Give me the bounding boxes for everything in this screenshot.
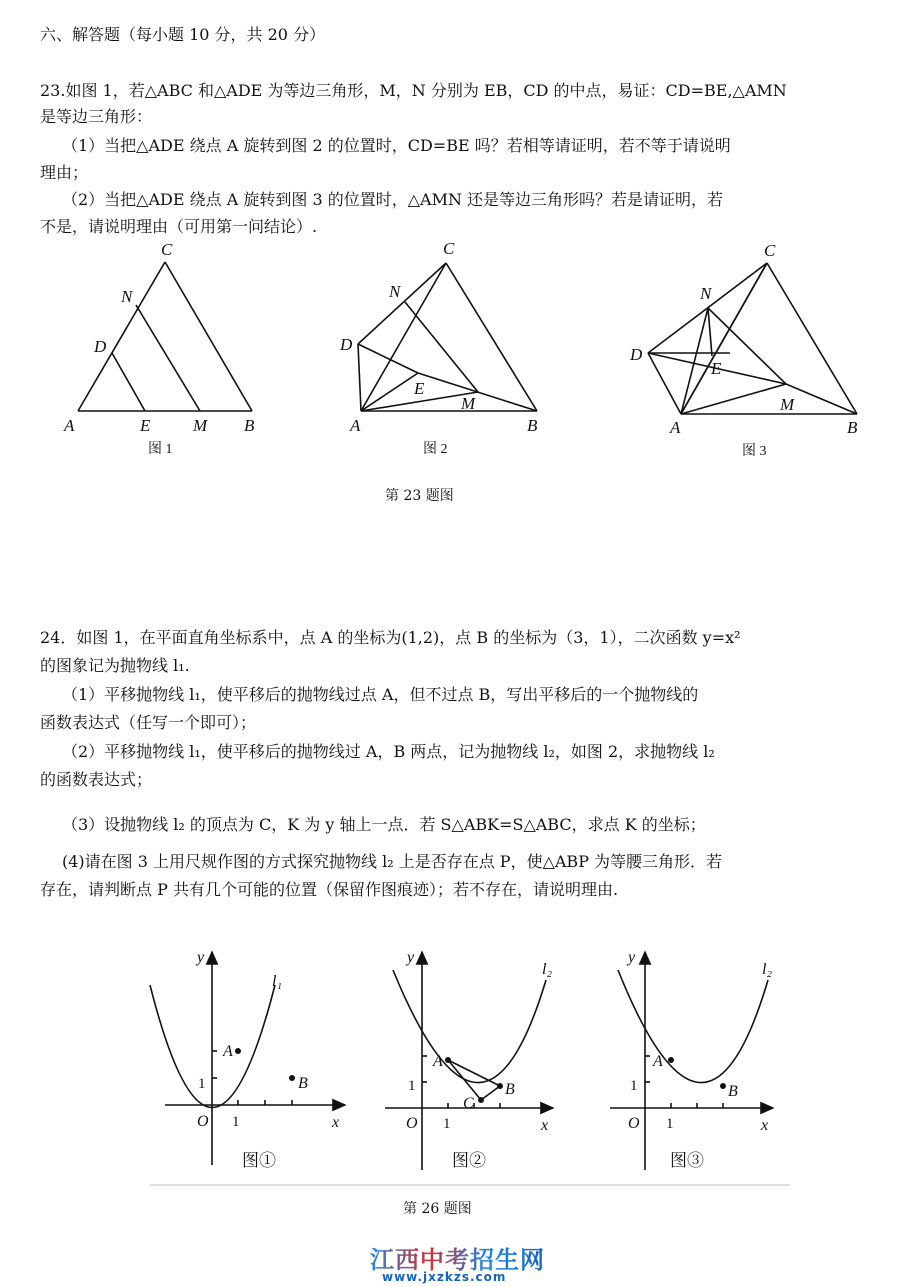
fig2-label-e: E xyxy=(414,379,425,398)
fig3-label-m: M xyxy=(780,395,795,414)
graph3-point-b xyxy=(720,1083,726,1089)
fig3-label-a: A xyxy=(670,418,681,437)
fig3-label-d: D xyxy=(630,345,643,364)
fig2-label-c: C xyxy=(443,239,455,258)
site-logo-url: www.jxzkzs.com xyxy=(382,1270,507,1284)
graph2-label-c: C xyxy=(463,1095,474,1112)
graph2-caption: 图② xyxy=(452,1151,486,1170)
q24-part2-line2: 的函数表达式； xyxy=(40,770,153,789)
graph3-point-a xyxy=(668,1057,674,1063)
fig3-caption: 图 3 xyxy=(742,444,767,459)
graph2-point-a xyxy=(445,1057,451,1063)
graph1-label-a: A xyxy=(223,1043,233,1060)
fig1-label-m: M xyxy=(193,416,208,435)
graph-1 xyxy=(150,952,345,1165)
q24-line1: 24．如图 1，在平面直角坐标系中，点 A 的坐标为(1,2)，点 B 的坐标为（3，1），二次函数 y=x² xyxy=(40,628,741,647)
q23-figure-2 xyxy=(358,263,537,411)
graph2-label-b: B xyxy=(505,1081,515,1098)
q23-caption: 第 23 题图 xyxy=(385,488,454,504)
graph2-y-label: y xyxy=(407,949,415,966)
q24-graphs xyxy=(0,930,900,1190)
q24-part1-line2: 函数表达式（任写一个即可）； xyxy=(40,713,257,732)
q24-part2-line1: （2）平移抛物线 l₁，使平移后的抛物线过 A，B 两点，记为抛物线 l₂，如图 2，求抛物线 l₂ xyxy=(62,742,715,761)
q23-stem-line1: 23.如图 1，若△ABC 和△ADE 为等边三角形，M，N 分别为 EB，CD 的中点，易证：CD=BE,△AMN xyxy=(40,81,787,100)
fig3-label-n: N xyxy=(700,284,712,303)
q23-figures xyxy=(0,0,900,470)
q24-part4-line1: (4)请在图 3 上用尺规作图的方式探究抛物线 l₂ 上是否存在点 P，使△ABP 为等腰三角形．若 xyxy=(62,852,723,871)
graph2-point-c xyxy=(478,1097,484,1103)
graph3-label-a: A xyxy=(653,1053,663,1070)
q23-part1-line1: （1）当把△ADE 绕点 A 旋转到图 2 的位置时，CD=BE 吗？若相等请证明，若不等于请说明 xyxy=(62,136,731,155)
fig2-label-d: D xyxy=(340,335,353,354)
graph1-tick-y1: 1 xyxy=(198,1076,206,1092)
fig1-label-d: D xyxy=(94,337,107,356)
fig2-label-a: A xyxy=(350,416,361,435)
graph-2 xyxy=(385,952,553,1170)
graph1-y-label: y xyxy=(197,949,205,966)
graph3-origin: O xyxy=(628,1115,640,1132)
fig2-caption: 图 2 xyxy=(423,442,448,457)
graph2-label-l2: l₂ xyxy=(542,961,553,978)
fig1-label-n: N xyxy=(121,287,133,306)
graph2-tick-x1: 1 xyxy=(443,1116,451,1132)
graph3-tick-y1: 1 xyxy=(630,1078,638,1094)
graph2-label-a: A xyxy=(433,1053,443,1070)
q23-part2-line1: （2）当把△ADE 绕点 A 旋转到图 3 的位置时，△AMN 还是等边三角形吗？若是请证明，若 xyxy=(62,190,724,209)
graph1-point-b xyxy=(289,1075,295,1081)
graph1-point-a xyxy=(235,1048,241,1054)
graph2-point-b xyxy=(497,1083,503,1089)
fig3-label-c: C xyxy=(764,241,776,260)
graph1-label-l1: l₁ xyxy=(272,973,283,990)
site-logo xyxy=(370,1240,545,1284)
q24-part3-line1: （3）设抛物线 l₂ 的顶点为 C，K 为 y 轴上一点．若 S△ABK=S△ABC，求点 K 的坐标； xyxy=(62,815,706,834)
q23-part2-line2: 不是，请说明理由（可用第一问结论）. xyxy=(40,217,318,236)
fig1-label-c: C xyxy=(161,240,173,259)
graph3-caption: 图③ xyxy=(670,1151,704,1170)
fig1-label-b: B xyxy=(244,416,255,435)
fig2-label-n: N xyxy=(389,282,401,301)
section-title: 六、解答题（每小题 10 分，共 20 分） xyxy=(40,25,326,44)
fig2-label-b: B xyxy=(527,416,538,435)
q23-part1-line2: 理由； xyxy=(40,163,89,182)
fig1-label-a: A xyxy=(64,416,75,435)
fig3-label-e: E xyxy=(711,359,722,378)
fig1-caption: 图 1 xyxy=(148,442,173,457)
graph3-label-l2: l₂ xyxy=(762,961,773,978)
graph3-label-b: B xyxy=(728,1083,738,1100)
q23-stem-line2: 是等边三角形： xyxy=(40,107,153,126)
graph3-tick-x1: 1 xyxy=(666,1116,674,1132)
fig3-label-b: B xyxy=(847,418,858,437)
fig2-label-m: M xyxy=(461,394,476,413)
graph3-x-label: x xyxy=(761,1117,769,1134)
graph1-x-label: x xyxy=(332,1114,340,1131)
graph1-tick-x1: 1 xyxy=(232,1114,240,1130)
q24-line2: 的图象记为抛物线 l₁. xyxy=(40,656,190,675)
q24-part1-line1: （1）平移抛物线 l₁，使平移后的抛物线过点 A，但不过点 B，写出平移后的一个抛物线的 xyxy=(62,685,699,704)
q23-figure-3 xyxy=(648,263,857,414)
graph2-tick-y1: 1 xyxy=(408,1078,416,1094)
graph3-y-label: y xyxy=(628,949,636,966)
fig1-label-e: E xyxy=(140,416,151,435)
site-logo-text: 江西中考招生网 xyxy=(370,1246,545,1274)
graph-3 xyxy=(610,952,773,1170)
graph1-origin: O xyxy=(197,1113,209,1130)
q24-caption: 第 26 题图 xyxy=(403,1201,472,1217)
graph2-origin: O xyxy=(406,1115,418,1132)
graph1-caption: 图① xyxy=(242,1151,276,1170)
graph1-label-b: B xyxy=(298,1075,308,1092)
graph2-x-label: x xyxy=(541,1117,549,1134)
q24-part4-line2: 存在，请判断点 P 共有几个可能的位置（保留作图痕迹）；若不存在，请说明理由. xyxy=(40,880,619,899)
